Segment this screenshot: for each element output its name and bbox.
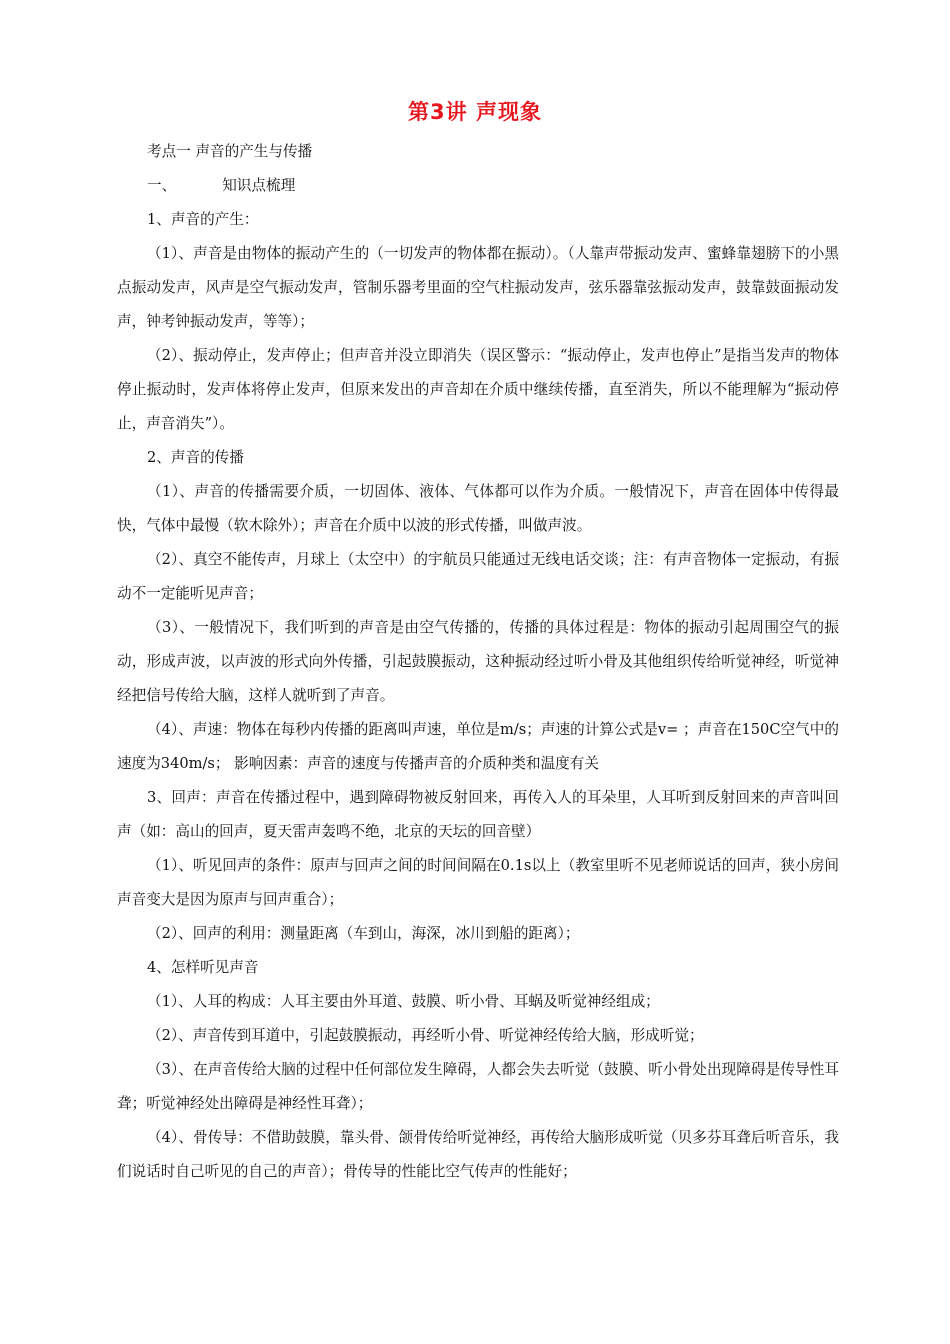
paragraph: （1）、声音是由物体的振动产生的（一切发声的物体都在振动）。（人靠声带振动发声、蜜蜂靠翅膀下的小黑点振动发声，风声是空气振动发声，管制乐器考里面的空气柱振动发声，弦乐器靠弦振动发声，鼓靠鼓面振动发声，钟考钟振动发声，等等）； xyxy=(117,245,839,330)
paragraph: （2）、振动停止，发声停止；但声音并没立即消失（误区警示：“振动停止，发声也停止”是指当发声的物体停止振动时，发声体将停止发声，但原来发出的声音却在介质中继续传播，直至消失，所以不能理解为“振动停止，声音消失”）。 xyxy=(117,347,839,432)
paragraph: （3）、一般情况下，我们听到的声音是由空气传播的，传播的具体过程是：物体的振动引起周围空气的振动，形成声波，以声波的形式向外传播，引起鼓膜振动，这种振动经过听小骨及其他组织传给听觉神经，听觉神经把信号传给大脑，这样人就听到了声音。 xyxy=(117,619,839,704)
topic-heading: 考点一 声音的产生与传播 xyxy=(147,143,313,160)
paragraph: 3、回声：声音在传播过程中，遇到障碍物被反射回来，再传入人的耳朵里，人耳听到反射回来的声音叫回声（如：高山的回声，夏天雷声轰鸣不绝，北京的天坛的回音壁） xyxy=(117,789,839,840)
paragraph: 4、怎样听见声音 xyxy=(147,959,259,976)
section-label: 知识点梳理 xyxy=(222,177,296,194)
paragraph: （1）、听见回声的条件：原声与回声之间的时间间隔在0.1s以上（教室里听不见老师说话的回声，狭小房间声音变大是因为原声与回声重合）； xyxy=(117,857,839,908)
paragraph: （2）、回声的利用：测量距离（车到山，海深，冰川到船的距离）； xyxy=(147,925,580,942)
paragraph: （3）、在声音传给大脑的过程中任何部位发生障碍，人都会失去听觉（鼓膜、听小骨处出现障碍是传导性耳聋；听觉神经处出障碍是神经性耳聋）； xyxy=(117,1061,839,1112)
paragraph: （2）、声音传到耳道中，引起鼓膜振动，再经听小骨、听觉神经传给大脑，形成听觉； xyxy=(147,1027,704,1044)
paragraph: 2、声音的传播 xyxy=(147,449,244,466)
section-number: 一、 xyxy=(147,177,177,194)
document-body xyxy=(117,135,839,1189)
paragraph: （2）、真空不能传声，月球上（太空中）的宇航员只能通过无线电话交谈；注：有声音物体一定振动，有振动不一定能听见声音； xyxy=(117,551,839,602)
paragraph: 1、声音的产生： xyxy=(147,211,259,228)
section-heading xyxy=(117,169,839,203)
page-title: 第3讲 声现象 xyxy=(408,100,542,124)
paragraph: （1）、人耳的构成：人耳主要由外耳道、鼓膜、听小骨、耳蜗及听觉神经组成； xyxy=(147,993,660,1010)
paragraph: （1）、声音的传播需要介质，一切固体、液体、气体都可以作为介质。一般情况下，声音在固体中传得最快，气体中最慢（软木除外）；声音在介质中以波的形式传播，叫做声波。 xyxy=(117,483,839,534)
paragraph: （4）、骨传导：不借助鼓膜，靠头骨、颌骨传给听觉神经，再传给大脑形成听觉（贝多芬耳聋后听音乐，我们说话时自己听见的自己的声音）；骨传导的性能比空气传声的性能好； xyxy=(117,1129,839,1180)
paragraph: （4）、声速：物体在每秒内传播的距离叫声速，单位是m/s；声速的计算公式是v= ；声音在150C空气中的速度为340m/s； 影响因素：声音的速度与传播声音的介质种类和温度有关 xyxy=(117,721,839,772)
